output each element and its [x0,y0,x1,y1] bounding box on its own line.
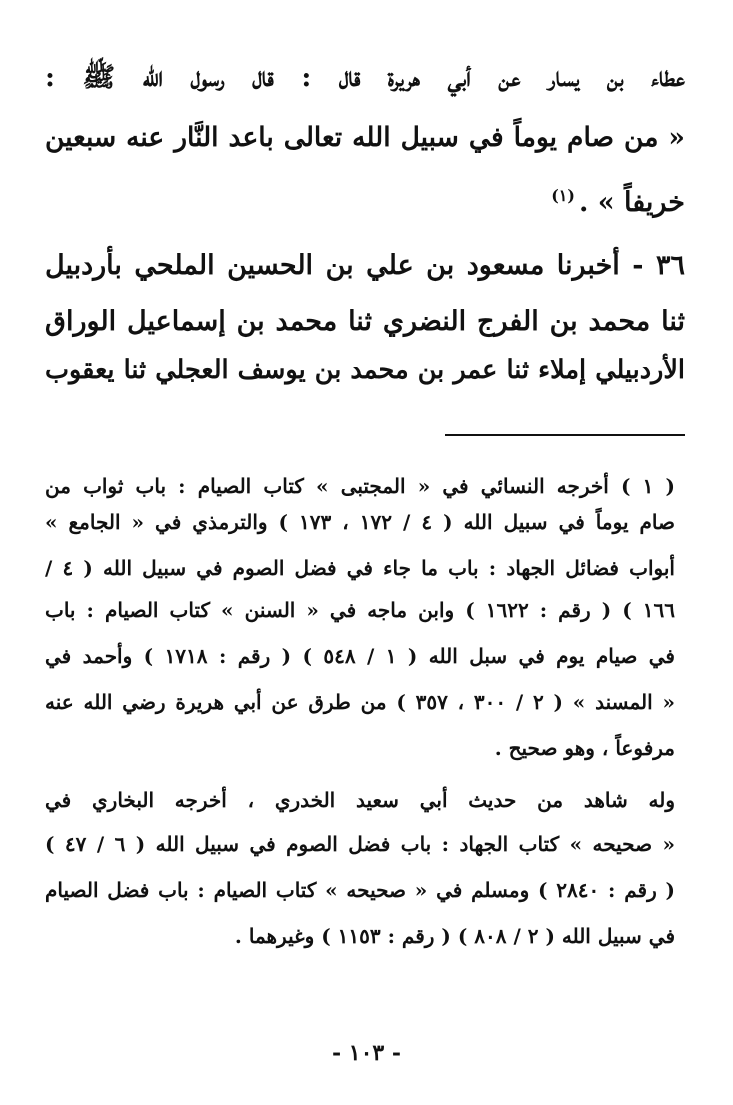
main-text-line-1: عطاء بن يسار عن أبي هريرة قال : قال رسول الله ﷺ : [45,62,685,93]
hadith-line-1: ٣٦ - أخبرنا مسعود بن علي بن الحسين الملحي بأردبيل [45,250,685,281]
main-text-line-3-text: خريفاً » . [578,187,685,218]
footnote-line-3: أبواب فضائل الجهاد : باب ما جاء في فضل الصوم في سبيل الله ( ٤ / [45,556,675,580]
footnote-divider [445,434,685,436]
main-text-line-3 [45,176,685,223]
footnote-para2-line-1: وله شاهد من حديث أبي سعيد الخدري ، أخرجه البخاري في [45,788,675,812]
footnote-line-5: في صيام يوم في سبل الله ( ١ / ٥٤٨ ) ( رقم : ١٧١٨ ) وأحمد في [45,644,675,668]
page-number: - ١٠٣ - [331,1040,402,1066]
footnote-line-6: « المسند » ( ٢ / ٣٠٠ ، ٣٥٧ ) من طرق عن أبي هريرة رضي الله عنه [45,690,675,714]
main-text-line-2: « من صام يوماً في سبيل الله تعالى باعد النَّار عنه سبعين [45,122,685,153]
footnote-line-1: ( ١ ) أخرجه النسائي في « المجتبى » كتاب الصيام : باب ثواب من [45,474,675,498]
footnote-reference: (١) [551,186,575,205]
footnote-line-2: صام يوماً في سبيل الله ( ٤ / ١٧٢ ، ١٧٣ ) والترمذي في « الجامع » [45,510,675,534]
hadith-line-3: الأردبيلي إملاء ثنا عمر بن محمد بن يوسف العجلي ثنا يعقوب [45,355,685,385]
footnote-line-4: ١٦٦ ) ( رقم : ١٦٢٢ ) وابن ماجه في « السنن » كتاب الصيام : باب [45,598,675,622]
hadith-line-2: ثنا محمد بن الفرج النضري ثنا محمد بن إسماعيل الوراق [45,306,685,337]
footnote-para2-line-3: ( رقم : ٢٨٤٠ ) ومسلم في « صحيحه » كتاب الصيام : باب فضل الصيام [45,878,675,902]
footnote-para2-line-2: « صحيحه » كتاب الجهاد : باب فضل الصوم في سبيل الله ( ٦ / ٤٧ ) [45,832,675,856]
footnote-para2-line-4: في سبيل الله ( ٢ / ٨٠٨ ) ( رقم : ١١٥٣ ) وغيرهما . [234,924,675,948]
footnote-line-7: مرفوعاً ، وهو صحيح . [494,736,675,760]
